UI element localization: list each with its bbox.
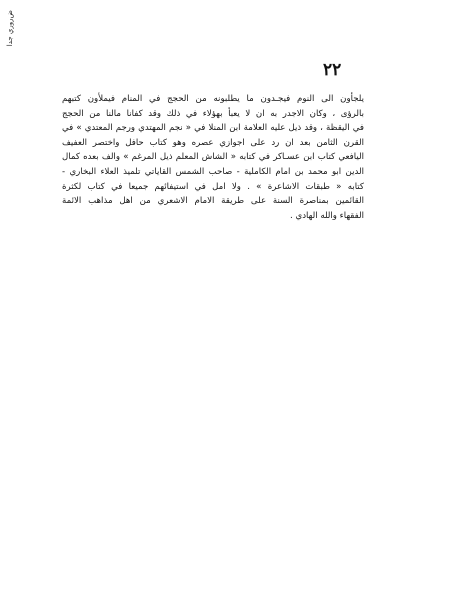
text-line: في اليقظة ، وقد ذيل عليه العلامة ابن المنلا في « نجم المهتدي ورجم المعتدي » في [62, 123, 364, 134]
text-line: الدين ابو محمد بن امام الكاملية - صاحب الشمس القاياتي تلميذ العلاء البخاري - [62, 166, 364, 177]
text-line: اليافعي كتاب ابن عسـاكر في كتابه « الشاش المعلم ذيل المرغم » والف بعده كمال [62, 152, 364, 163]
body-text [62, 92, 364, 223]
text-line: يلجأون الى النوم فيجـدون ما يطلبونه من الحجج في المنام فيملأون كتبهم [62, 94, 364, 104]
text-line: القرن الثامن بعد ان رد على اجوازي عصره وهو كتاب حافل واختصر العفيف [62, 137, 364, 148]
text-line: الفقهاء والله الهادي . [290, 210, 364, 221]
text-line: بالرؤى ، وكان الاجدر به ان لا يعبأ بهؤلاء في ذلك وقد كفانا مالنا من الحجج [62, 108, 364, 119]
side-stamp: ﺽﺭﻭﺭﻱ ﺟﺪﺍ [6, 10, 14, 47]
text-line: القائمين بمناصرة السنة على طريقة الامام الاشعري من اهل مذاهب الائمة [62, 196, 364, 207]
page-number: ٢٢ [323, 60, 342, 80]
text-line: كتابه « طبقات الاشاعرة » . ولا امل في استيفائهم جميعا في كتاب لكثرة [62, 181, 364, 192]
